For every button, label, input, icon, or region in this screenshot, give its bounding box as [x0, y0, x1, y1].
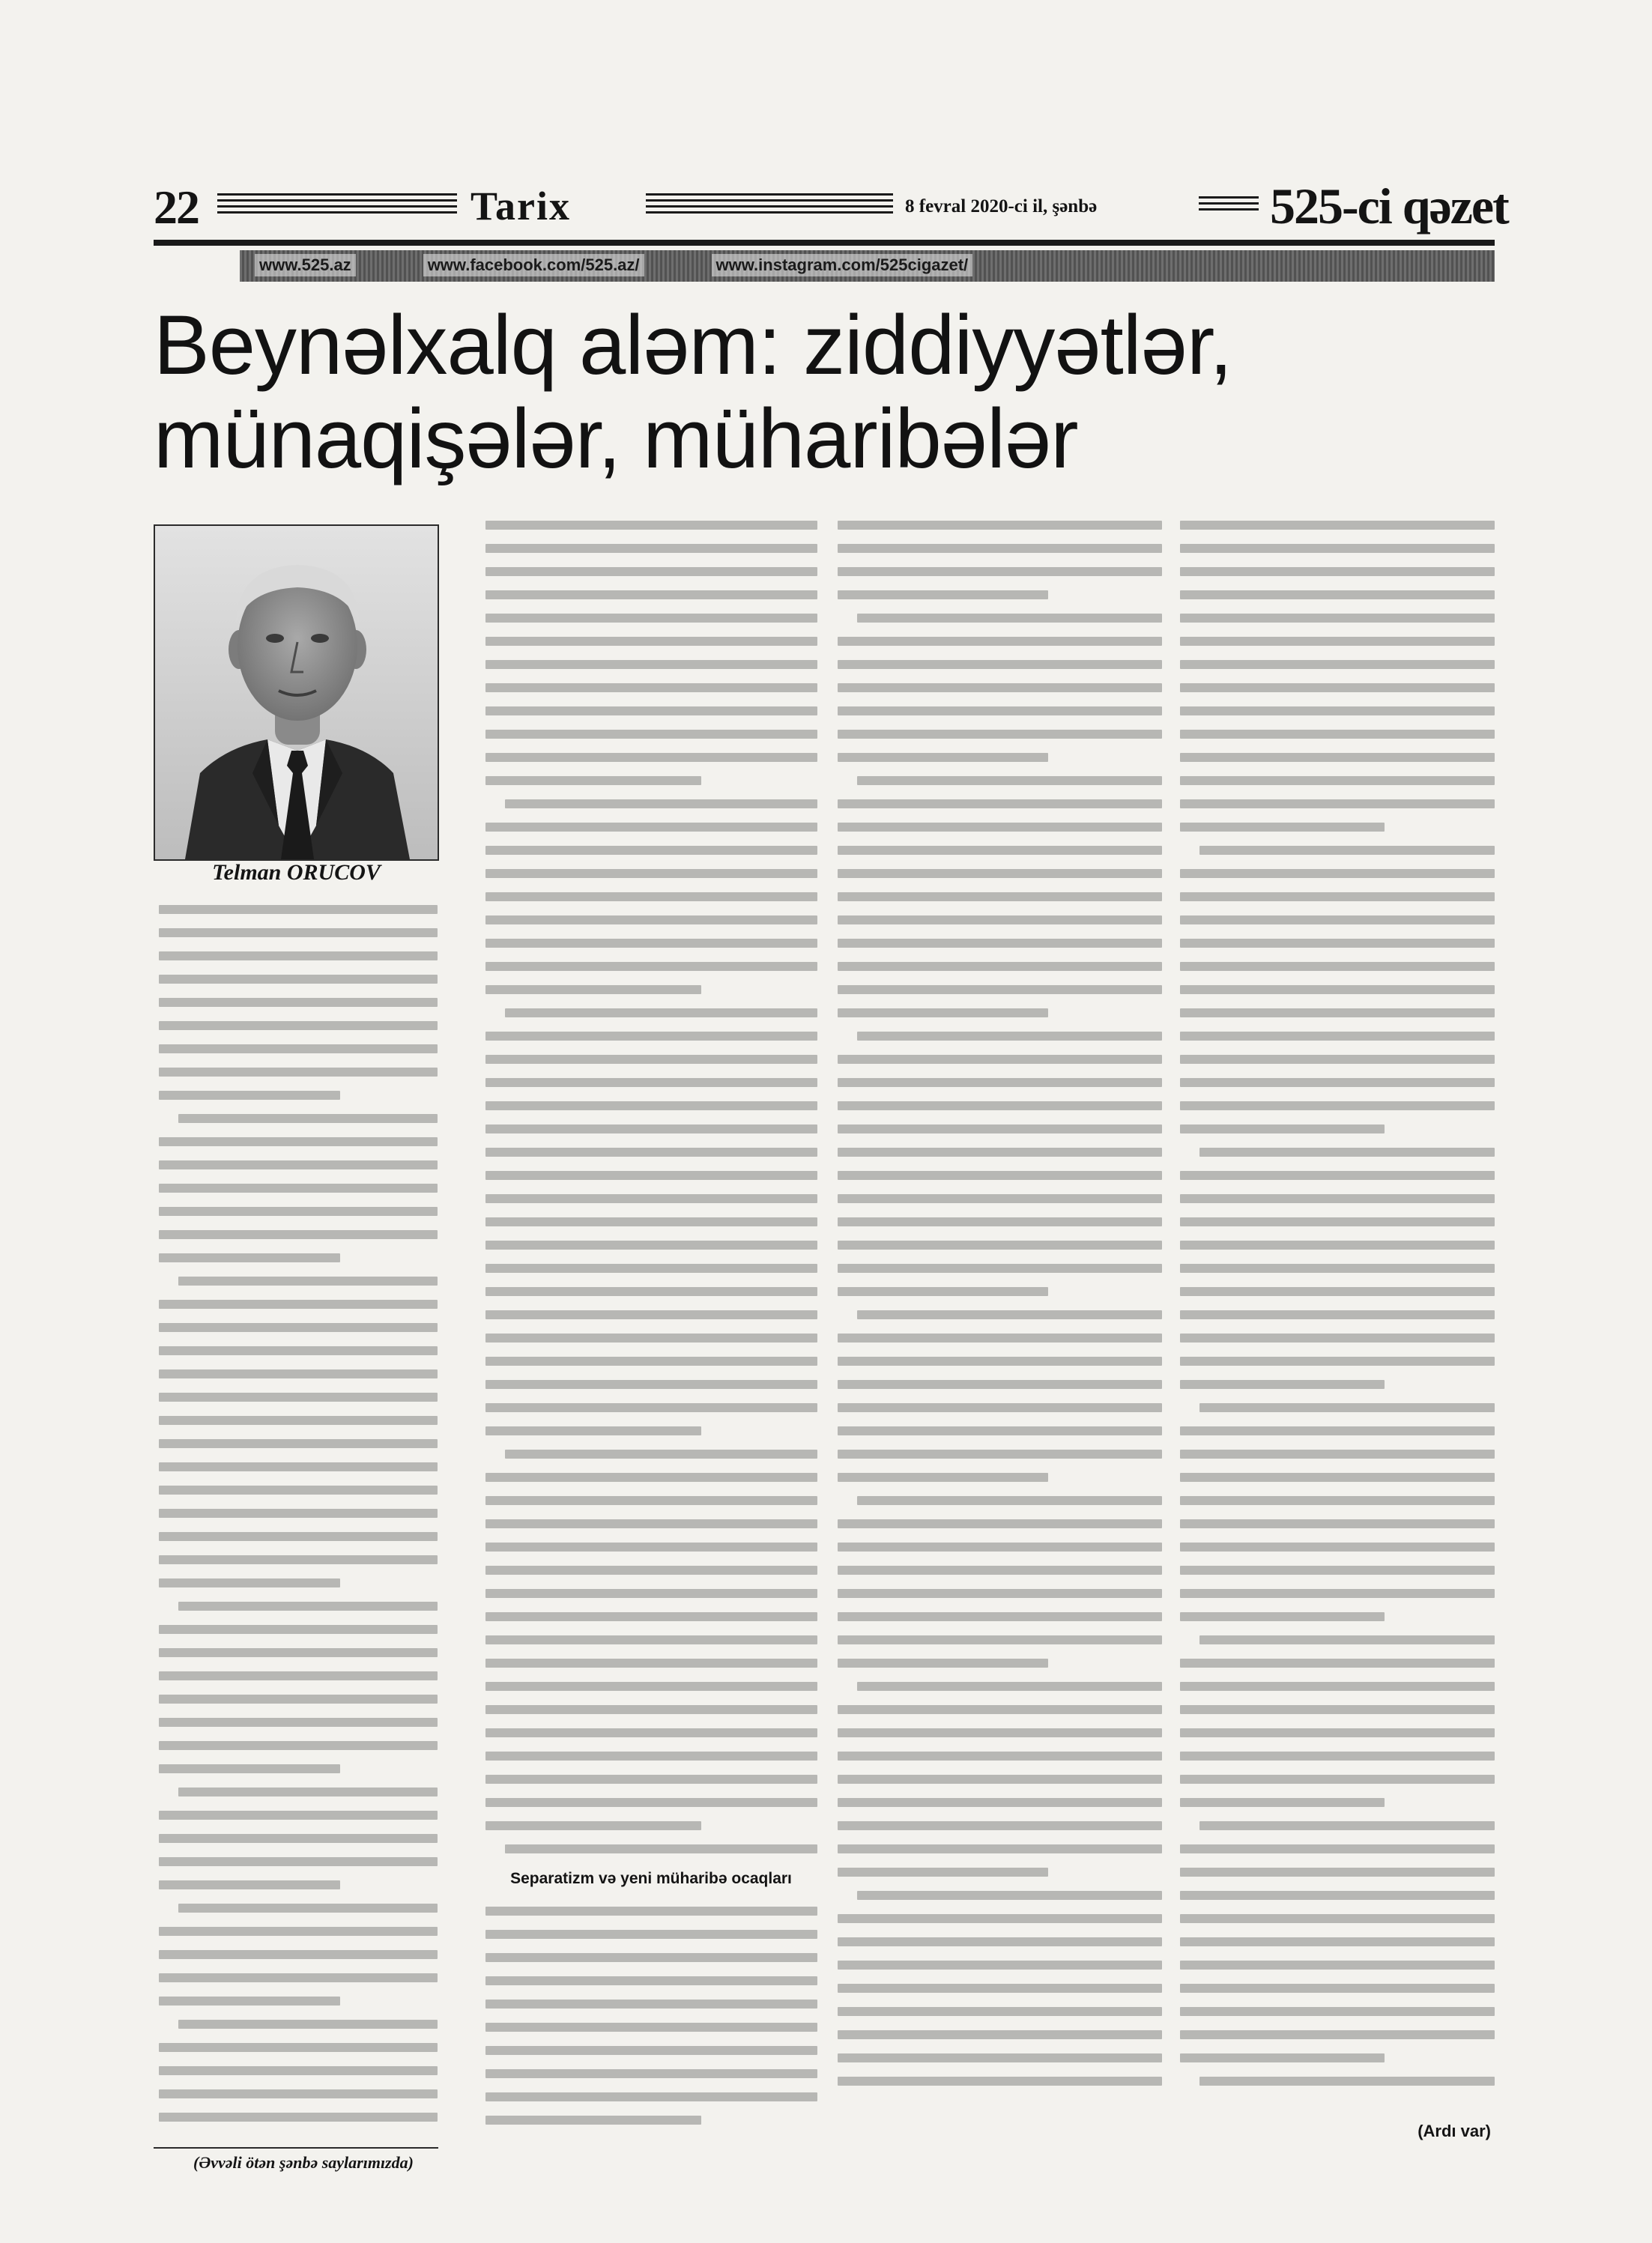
text-line: [1180, 799, 1495, 808]
text-line: [1180, 1705, 1495, 1714]
text-line: [159, 1462, 438, 1471]
header-divider: [154, 240, 1495, 246]
text-line: [159, 1393, 438, 1402]
text-line: [838, 1473, 1048, 1482]
text-line: [485, 1519, 817, 1528]
article-column-3: [838, 521, 1162, 2100]
text-line: [178, 1114, 438, 1123]
text-line: [485, 2046, 817, 2055]
text-line: [159, 1369, 438, 1378]
text-line: [485, 521, 817, 530]
text-line: [159, 1509, 438, 1518]
web-links: [255, 254, 972, 276]
text-line: [1180, 1008, 1495, 1017]
text-line: [485, 962, 817, 971]
text-line: [1180, 1241, 1495, 1250]
text-line: [1180, 1589, 1495, 1598]
article-headline: [154, 298, 1502, 485]
text-line: [838, 1543, 1162, 1552]
text-line: [838, 660, 1162, 669]
text-line: [485, 1953, 817, 1962]
text-line: [838, 683, 1162, 692]
text-line: [159, 1346, 438, 1355]
text-line: [485, 1357, 817, 1366]
text-line: [159, 1091, 340, 1100]
text-line: [178, 1904, 438, 1913]
text-line: [1180, 939, 1495, 948]
text-line: [838, 2053, 1162, 2062]
text-line: [838, 1705, 1162, 1714]
text-line: [838, 1984, 1162, 1993]
text-line: [1180, 985, 1495, 994]
text-line: [838, 799, 1162, 808]
text-line: [159, 1741, 438, 1750]
text-line: [838, 753, 1048, 762]
text-line: [838, 1124, 1162, 1133]
text-line: [485, 1566, 817, 1575]
text-line: [838, 1171, 1162, 1180]
text-line: [485, 637, 817, 646]
text-line: [1180, 1426, 1495, 1435]
text-line: [1180, 1984, 1495, 1993]
text-line: [838, 1101, 1162, 1110]
text-line: [159, 1880, 340, 1889]
text-line: [159, 1068, 438, 1077]
text-line: [1180, 706, 1495, 715]
text-line: [159, 1532, 438, 1541]
text-line: [485, 1148, 817, 1157]
text-line: [159, 1927, 438, 1936]
text-line: [159, 1439, 438, 1448]
text-line: [838, 1728, 1162, 1737]
section-title: Tarix: [471, 184, 572, 228]
text-line: [1180, 1101, 1495, 1110]
text-line: [857, 1032, 1162, 1041]
text-line: [159, 2043, 438, 2052]
text-line: [1180, 1171, 1495, 1180]
text-line: [1199, 1403, 1495, 1412]
text-line: [857, 1891, 1162, 1900]
text-line: [159, 1648, 438, 1657]
newspaper-name: 525-ci qəzet: [1270, 178, 1508, 234]
text-line: [1180, 1264, 1495, 1273]
text-line: [1199, 846, 1495, 855]
text-line: [1199, 1148, 1495, 1157]
text-line: [1180, 1543, 1495, 1552]
text-line: [857, 614, 1162, 623]
text-line: [1180, 892, 1495, 901]
text-line: [857, 1682, 1162, 1691]
text-line: [1180, 915, 1495, 924]
header-rule-left: [217, 193, 457, 217]
text-line: [1180, 1055, 1495, 1064]
text-line: [1180, 683, 1495, 692]
text-line: [1180, 590, 1495, 599]
text-line: [1180, 1752, 1495, 1761]
text-line: [838, 915, 1162, 924]
text-line: [485, 2092, 817, 2101]
text-line: [1180, 1334, 1495, 1343]
text-line: [1180, 1659, 1495, 1668]
closing-divider: [154, 2147, 438, 2149]
author-caption: Telman ORUCOV: [212, 860, 381, 885]
text-line: [159, 1811, 438, 1820]
previous-issue-note: (Əvvəli ötən şənbə saylarımızda): [193, 2153, 414, 2172]
page-number: 22: [154, 181, 199, 234]
text-line: [1180, 753, 1495, 762]
text-line: [485, 1728, 817, 1737]
text-line: [159, 2066, 438, 2075]
text-line: [1180, 1612, 1385, 1621]
text-line: [485, 915, 817, 924]
text-line: [485, 2116, 701, 2125]
continued-note: (Ardı var): [1417, 2122, 1491, 2140]
text-line: [838, 1426, 1162, 1435]
text-line: [485, 846, 817, 855]
text-line: [1180, 1844, 1495, 1853]
article-column-4: [1180, 521, 1495, 2100]
text-line: [838, 985, 1162, 994]
text-line: [159, 928, 438, 937]
text-line: [159, 2089, 438, 2098]
text-line: [485, 1310, 817, 1319]
text-line: [178, 1788, 438, 1796]
text-line: [485, 985, 701, 994]
text-line: [159, 975, 438, 984]
text-line: [485, 1682, 817, 1691]
text-line: [485, 1124, 817, 1133]
issue-date: 8 fevral 2020-ci il, şənbə: [905, 196, 1098, 217]
text-line: [485, 1589, 817, 1598]
author-photo: [154, 524, 439, 861]
text-line: [838, 1055, 1162, 1064]
text-line: [838, 1798, 1162, 1807]
text-line: [1180, 1798, 1385, 1807]
text-line: [485, 869, 817, 878]
text-line: [485, 544, 817, 553]
text-line: [1180, 1519, 1495, 1528]
text-line: [485, 1287, 817, 1296]
text-line: [838, 1566, 1162, 1575]
text-line: [178, 1602, 438, 1611]
text-line: [1180, 1310, 1495, 1319]
text-line: [505, 1450, 817, 1459]
text-line: [159, 1230, 438, 1239]
text-line: [838, 2030, 1162, 2039]
text-line: [838, 1450, 1162, 1459]
text-line: [485, 1976, 817, 1985]
text-line: [838, 1241, 1162, 1250]
text-line: [159, 1718, 438, 1727]
text-line: [485, 1055, 817, 1064]
text-line: [838, 544, 1162, 553]
text-line: [1180, 1775, 1495, 1784]
text-line: [838, 1194, 1162, 1203]
text-line: [485, 1264, 817, 1273]
text-line: [1180, 521, 1495, 530]
text-line: [1180, 869, 1495, 878]
text-line: [485, 1334, 817, 1343]
text-line: [159, 1973, 438, 1982]
text-line: [485, 1403, 817, 1412]
text-line: [838, 1380, 1162, 1389]
text-line: [159, 1416, 438, 1425]
text-line: [1180, 1891, 1495, 1900]
article-column-1: [159, 905, 438, 2136]
text-line: [838, 1148, 1162, 1157]
text-line: [485, 1543, 817, 1552]
text-line: [485, 1426, 701, 1435]
text-line: [838, 521, 1162, 530]
text-line: [1180, 637, 1495, 646]
text-line: [159, 1997, 340, 2006]
text-line: [485, 1798, 817, 1807]
text-line: [838, 846, 1162, 855]
text-line: [1180, 1961, 1495, 1970]
text-line: [159, 1625, 438, 1634]
text-line: [838, 1589, 1162, 1598]
text-line: [1180, 1217, 1495, 1226]
headline-line-2: münaqişələr, müharibələr: [154, 392, 1078, 485]
text-line: [159, 1044, 438, 1053]
instagram-link: www.instagram.com/525cigazet/: [712, 254, 973, 276]
text-line: [159, 1695, 438, 1704]
text-line: [838, 1844, 1162, 1853]
text-line: [485, 939, 817, 948]
text-line: [838, 1937, 1162, 1946]
text-line: [485, 1821, 701, 1830]
text-line: [159, 2113, 438, 2122]
text-line: [1180, 1728, 1495, 1737]
text-line: [838, 869, 1162, 878]
text-line: [485, 2023, 817, 2032]
text-line: [1180, 567, 1495, 576]
text-line: [838, 1635, 1162, 1644]
text-line: [159, 1253, 340, 1262]
text-line: [485, 753, 817, 762]
text-line: [485, 730, 817, 739]
text-line: [485, 1241, 817, 1250]
text-line: [838, 892, 1162, 901]
text-line: [838, 1334, 1162, 1343]
text-line: [485, 1380, 817, 1389]
portrait-illustration: [155, 526, 438, 859]
text-line: [838, 1078, 1162, 1087]
text-line: [485, 1635, 817, 1644]
text-line: [485, 1496, 817, 1505]
text-line: [485, 2069, 817, 2078]
text-line: [485, 776, 701, 785]
text-line: [485, 1194, 817, 1203]
text-line: [159, 1160, 438, 1169]
text-line: [485, 823, 817, 832]
text-line: [1180, 823, 1385, 832]
text-line: [838, 1217, 1162, 1226]
text-line: [838, 637, 1162, 646]
text-line: [485, 1032, 817, 1041]
text-line: [1180, 962, 1495, 971]
text-line: [1180, 776, 1495, 785]
text-line: [1180, 544, 1495, 553]
text-line: [838, 1008, 1048, 1017]
text-line: [485, 1752, 817, 1761]
text-line: [838, 2077, 1162, 2086]
text-line: [1180, 660, 1495, 669]
text-line: [159, 1950, 438, 1959]
text-line: [159, 1184, 438, 1193]
text-line: [857, 776, 1162, 785]
article-column-2-continued: [485, 1907, 817, 2139]
text-line: [505, 1008, 817, 1017]
text-line: [485, 590, 817, 599]
text-line: [838, 1821, 1162, 1830]
text-line: [1180, 730, 1495, 739]
text-line: [159, 998, 438, 1007]
text-line: [159, 1300, 438, 1309]
text-line: [159, 1578, 340, 1587]
text-line: [1199, 2077, 1495, 2086]
text-line: [159, 1207, 438, 1216]
text-line: [857, 1496, 1162, 1505]
text-line: [1199, 1821, 1495, 1830]
text-line: [838, 1752, 1162, 1761]
text-line: [485, 1171, 817, 1180]
text-line: [1180, 2030, 1495, 2039]
text-line: [159, 951, 438, 960]
text-line: [1180, 1450, 1495, 1459]
header-rule-right: [1199, 196, 1259, 214]
text-line: [1180, 2007, 1495, 2016]
text-line: [838, 730, 1162, 739]
text-line: [159, 1323, 438, 1332]
text-line: [485, 892, 817, 901]
text-line: [159, 1486, 438, 1495]
text-line: [838, 962, 1162, 971]
article-column-2: [485, 521, 817, 1868]
text-line: [838, 1403, 1162, 1412]
text-line: [1180, 1914, 1495, 1923]
text-line: [838, 1775, 1162, 1784]
text-line: [1180, 1682, 1495, 1691]
text-line: [1180, 1078, 1495, 1087]
text-line: [1180, 1566, 1495, 1575]
text-line: [1180, 1473, 1495, 1482]
text-line: [485, 683, 817, 692]
text-line: [485, 567, 817, 576]
text-line: [838, 567, 1162, 576]
text-line: [485, 706, 817, 715]
text-line: [485, 1930, 817, 1939]
text-line: [485, 1473, 817, 1482]
text-line: [178, 2020, 438, 2029]
text-line: [838, 1357, 1162, 1366]
text-line: [485, 614, 817, 623]
text-line: [1180, 2053, 1385, 2062]
headline-line-1: Beynəlxalq aləm: ziddiyyətlər,: [154, 298, 1232, 392]
text-line: [159, 1021, 438, 1030]
text-line: [159, 1137, 438, 1146]
text-line: [838, 1659, 1048, 1668]
text-line: [1180, 1124, 1385, 1133]
text-line: [838, 939, 1162, 948]
text-line: [505, 1844, 817, 1853]
text-line: [838, 590, 1048, 599]
text-line: [485, 1907, 817, 1916]
text-line: [1180, 1937, 1495, 1946]
text-line: [838, 823, 1162, 832]
text-line: [838, 1287, 1048, 1296]
header-rule-middle: [646, 193, 893, 217]
text-line: [485, 1775, 817, 1784]
text-line: [159, 1764, 340, 1773]
text-line: [838, 1961, 1162, 1970]
text-line: [485, 1612, 817, 1621]
website-link: www.525.az: [255, 254, 356, 276]
text-line: [159, 1834, 438, 1843]
section-subhead: Separatizm və yeni müharibə ocaqları: [510, 1870, 792, 1887]
text-line: [838, 1519, 1162, 1528]
facebook-link: www.facebook.com/525.az/: [423, 254, 644, 276]
text-line: [1180, 1194, 1495, 1203]
text-line: [838, 706, 1162, 715]
text-line: [485, 1101, 817, 1110]
text-line: [159, 905, 438, 914]
text-line: [485, 2000, 817, 2009]
text-line: [505, 799, 817, 808]
text-line: [857, 1310, 1162, 1319]
text-line: [838, 1612, 1162, 1621]
text-line: [1180, 1868, 1495, 1877]
text-line: [1180, 1357, 1495, 1366]
text-line: [1180, 1032, 1495, 1041]
text-line: [1199, 1635, 1495, 1644]
text-line: [838, 1868, 1048, 1877]
text-line: [485, 1217, 817, 1226]
text-line: [159, 1555, 438, 1564]
text-line: [485, 1659, 817, 1668]
text-line: [1180, 1287, 1495, 1296]
text-line: [838, 2007, 1162, 2016]
text-line: [1180, 1496, 1495, 1505]
text-line: [838, 1914, 1162, 1923]
text-line: [838, 1264, 1162, 1273]
text-line: [159, 1857, 438, 1866]
text-line: [485, 1078, 817, 1087]
text-line: [159, 1671, 438, 1680]
text-line: [178, 1277, 438, 1286]
text-line: [1180, 614, 1495, 623]
text-line: [485, 1705, 817, 1714]
text-line: [485, 660, 817, 669]
text-line: [1180, 1380, 1385, 1389]
